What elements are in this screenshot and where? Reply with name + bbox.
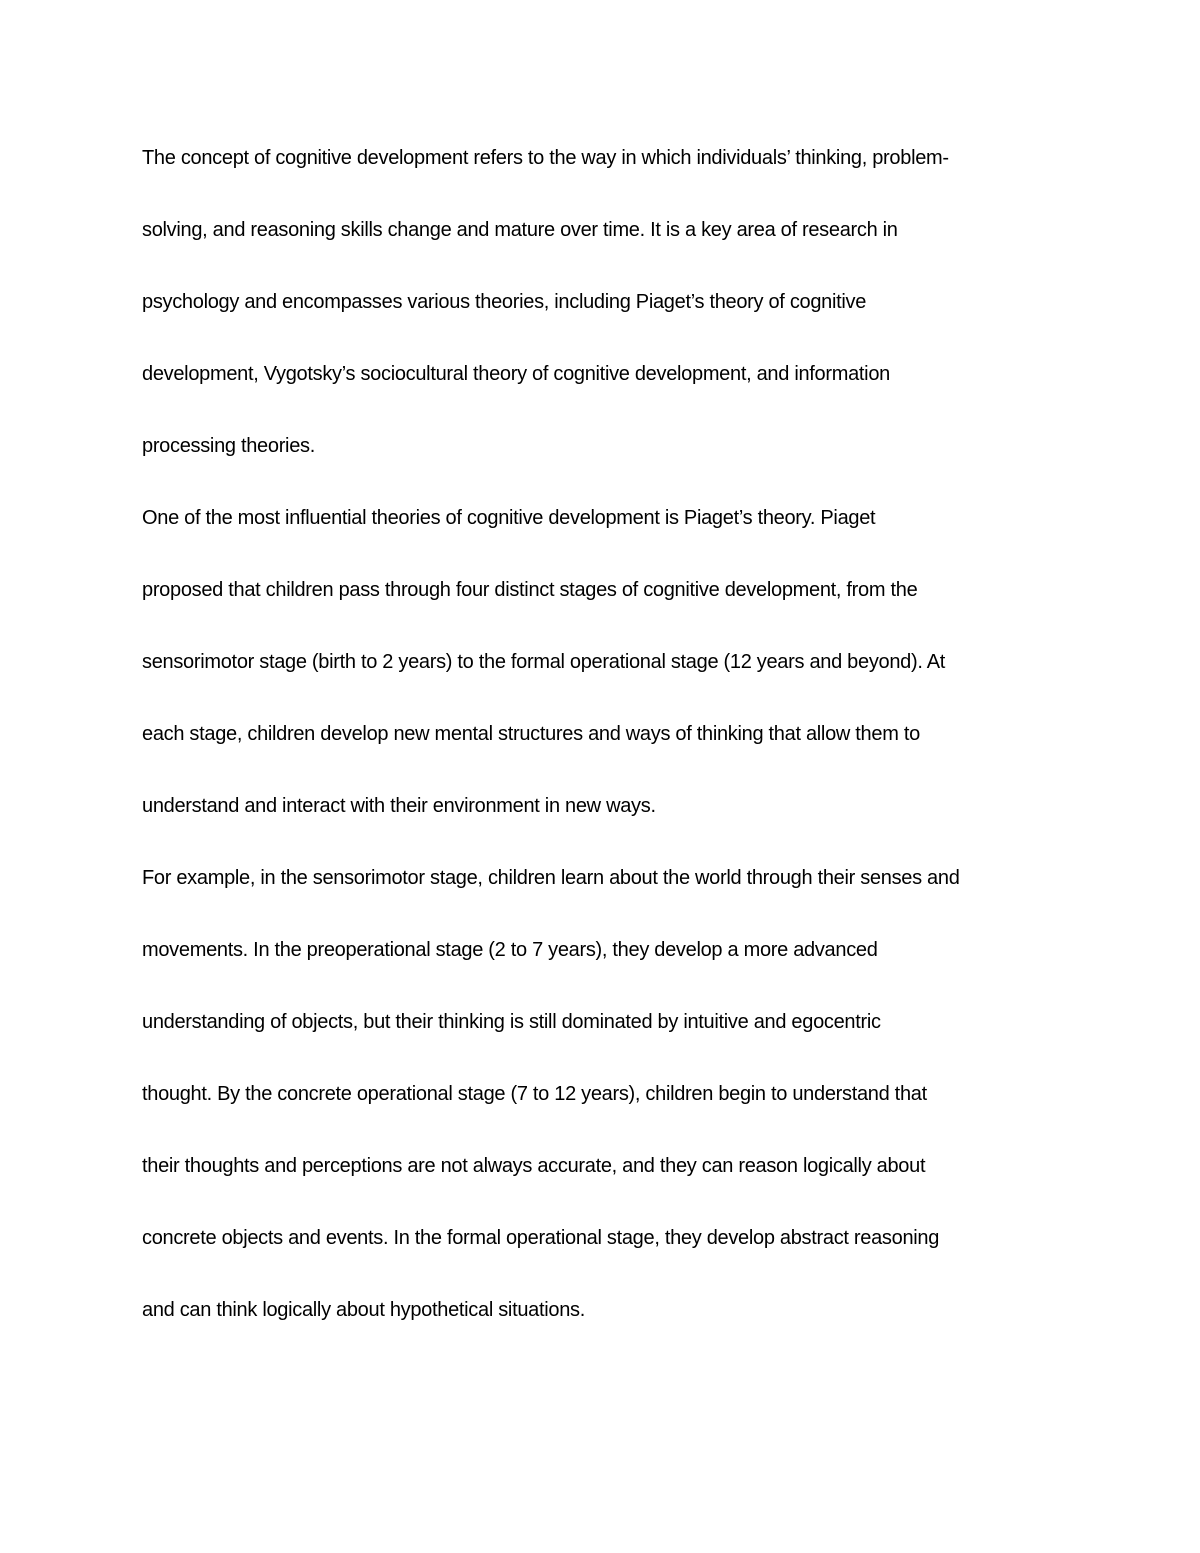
text-line: The concept of cognitive development refers to the way in which individuals’ thinking, problem- xyxy=(142,147,949,169)
text-line: For example, in the sensorimotor stage, children learn about the world through their senses and xyxy=(142,867,960,889)
text-line: each stage, children develop new mental structures and ways of thinking that allow them to xyxy=(142,723,920,745)
text-line: solving, and reasoning skills change and mature over time. It is a key area of research in xyxy=(142,219,898,241)
text-line: understanding of objects, but their thinking is still dominated by intuitive and egocentric xyxy=(142,1011,881,1033)
document-body xyxy=(142,138,1082,1362)
text-line: their thoughts and perceptions are not always accurate, and they can reason logically about xyxy=(142,1155,926,1177)
text-line: thought. By the concrete operational stage (7 to 12 years), children begin to understand that xyxy=(142,1083,927,1105)
text-line: sensorimotor stage (birth to 2 years) to the formal operational stage (12 years and beyond). At xyxy=(142,651,946,673)
text-line: understand and interact with their environment in new ways. xyxy=(142,795,656,817)
text-line: and can think logically about hypothetical situations. xyxy=(142,1299,585,1321)
text-line: movements. In the preoperational stage (2 to 7 years), they develop a more advanced xyxy=(142,939,878,961)
text-line: psychology and encompasses various theories, including Piaget’s theory of cognitive xyxy=(142,291,867,313)
text-line: proposed that children pass through four distinct stages of cognitive development, from the xyxy=(142,579,918,601)
text-line: One of the most influential theories of cognitive development is Piaget’s theory. Piaget xyxy=(142,507,876,529)
text-line: concrete objects and events. In the formal operational stage, they develop abstract reasoning xyxy=(142,1227,940,1249)
text-line: development, Vygotsky’s sociocultural theory of cognitive development, and information xyxy=(142,363,890,385)
text-line: processing theories. xyxy=(142,435,315,457)
